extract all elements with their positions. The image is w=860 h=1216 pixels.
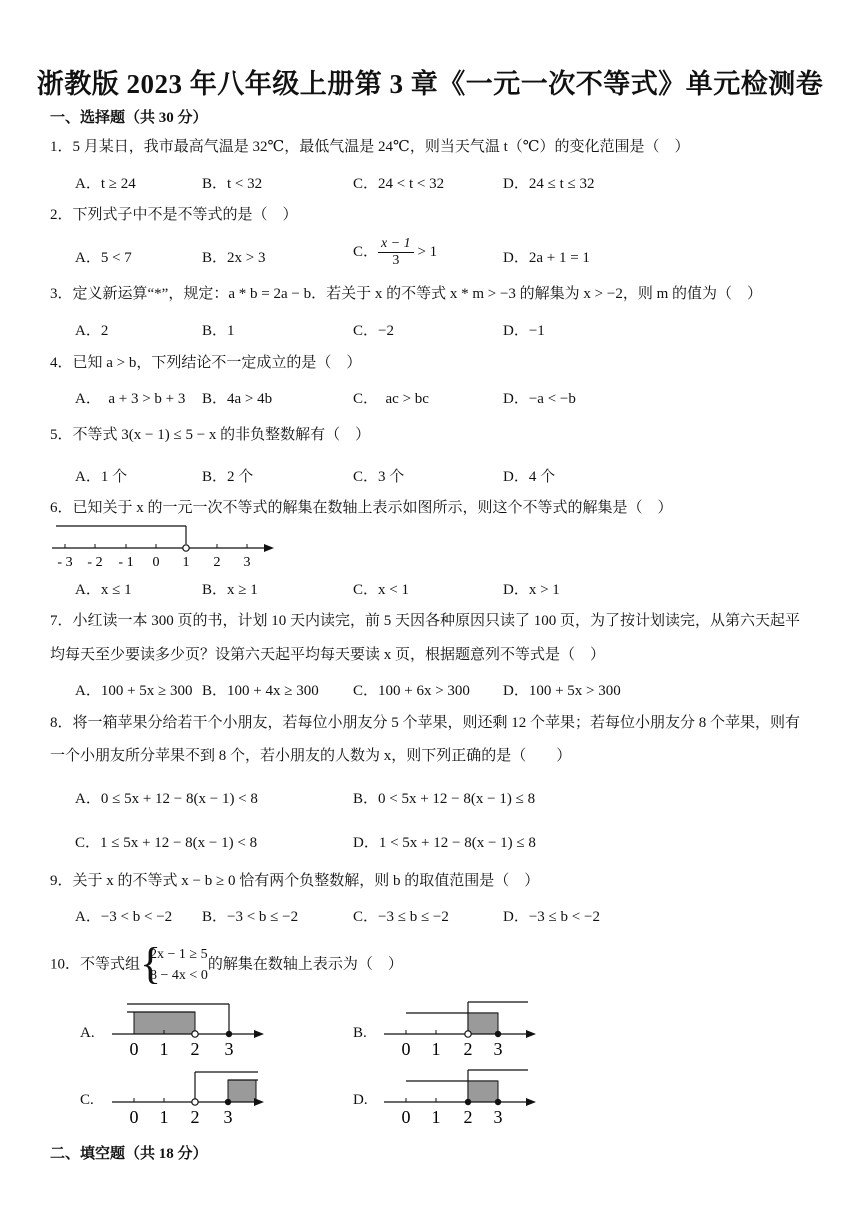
tick-label: - 1 — [118, 555, 134, 570]
q5-option-d[interactable]: D．4 个 — [503, 469, 556, 485]
fraction-rest: > 1 — [413, 243, 438, 260]
tick-label: 0 — [129, 1107, 139, 1126]
q10-option-c-number-line[interactable] — [108, 1066, 270, 1126]
brace-glyph: { — [140, 939, 162, 988]
question-number: 10． — [50, 956, 81, 973]
tick-label: 2 — [463, 1039, 473, 1058]
fraction-numerator: x − 1 — [378, 236, 414, 253]
tick-label: 2 — [190, 1039, 200, 1058]
q5-option-a[interactable]: A．1 个 — [75, 469, 128, 485]
inequality-2: 8 − 4x < 0 — [150, 968, 208, 983]
q2-option-d[interactable]: D．2a + 1 = 1 — [503, 250, 590, 266]
tick-label: - 2 — [87, 555, 103, 570]
open-circle — [192, 1031, 198, 1037]
q1-option-d[interactable]: D．24 ≤ t ≤ 32 — [503, 176, 595, 192]
question-number: 2． — [50, 207, 73, 223]
closed-dot — [495, 1099, 501, 1105]
question-4 — [50, 353, 361, 373]
q7-option-b[interactable]: B．100 + 4x ≥ 300 — [202, 683, 319, 699]
tick-label: 0 — [401, 1039, 411, 1058]
question-text-pre: 不等式组 — [80, 956, 141, 973]
question-7-line-2: 均每天至少要读多少页？设第六天起平均每天要读 x 页，根据题意列不等式是（ ） — [50, 647, 606, 663]
q9-option-d[interactable]: D．−3 ≤ b < −2 — [503, 909, 600, 925]
q4-option-c[interactable]: C． ac > bc — [353, 391, 429, 407]
q10-option-a-label[interactable]: A. — [80, 1025, 95, 1041]
tick-label: 0 — [152, 555, 160, 570]
q7-option-c[interactable]: C．100 + 6x > 300 — [353, 683, 470, 699]
tick-label: 3 — [243, 555, 251, 570]
q4-option-a[interactable]: A． a + 3 > b + 3 — [75, 391, 186, 407]
tick-label: 1 — [431, 1107, 441, 1126]
axis-arrow — [254, 1030, 264, 1038]
question-text: 小红读一本 300 页的书，计划 10 天内读完，前 5 天因各种原因只读了 100 页，为了按计划读完，从第六天起平 — [72, 613, 801, 629]
q6-option-c[interactable]: C．x < 1 — [353, 582, 409, 598]
shaded-region — [228, 1080, 256, 1102]
q10-option-b-label[interactable]: B. — [353, 1025, 367, 1041]
q10-option-a-number-line[interactable] — [108, 998, 270, 1058]
tick-label: 3 — [493, 1039, 503, 1058]
q3-option-c[interactable]: C．−2 — [353, 323, 394, 339]
question-1 — [50, 137, 690, 157]
axis-arrow — [526, 1030, 536, 1038]
q4-option-d[interactable]: D．−a < −b — [503, 391, 576, 407]
question-3 — [50, 284, 762, 304]
question-text: 定义新运算“*”，规定：a * b = 2a − b．若关于 x 的不等式 x * m > −3 的解集为 x > −2，则 m 的值为（ ） — [72, 286, 762, 302]
tick-label: 0 — [401, 1107, 411, 1126]
tick-label: 1 — [431, 1039, 441, 1058]
q8-option-a[interactable]: A．0 ≤ 5x + 12 − 8(x − 1) < 8 — [75, 791, 258, 807]
fraction-denominator: 3 — [392, 253, 400, 268]
open-circle — [183, 545, 189, 551]
q6-number-line — [48, 520, 280, 570]
inequality-1: 2x − 1 ≥ 5 — [150, 947, 208, 962]
closed-dot — [226, 1031, 232, 1037]
tick-label: 1 — [159, 1107, 169, 1126]
q2-option-b[interactable]: B．2x > 3 — [202, 250, 266, 266]
closed-dot — [225, 1099, 231, 1105]
question-text-post: 的解集在数轴上表示为（ ） — [207, 956, 403, 973]
q1-option-c[interactable]: C．24 < t < 32 — [353, 176, 445, 192]
tick-label: 1 — [159, 1039, 169, 1058]
question-2 — [50, 205, 298, 225]
question-10 — [50, 939, 403, 988]
q10-option-d-label[interactable]: D. — [353, 1092, 368, 1108]
q7-option-d[interactable]: D．100 + 5x > 300 — [503, 683, 621, 699]
question-number: 9． — [50, 873, 73, 889]
q7-option-a[interactable]: A．100 + 5x ≥ 300 — [75, 683, 193, 699]
shaded-region — [468, 1081, 498, 1102]
q2-option-c[interactable] — [353, 236, 437, 269]
shaded-region — [468, 1013, 498, 1034]
question-number: 3． — [50, 286, 73, 302]
question-text: 已知 a > b，下列结论不一定成立的是（ ） — [72, 355, 362, 371]
tick-label: 2 — [213, 555, 221, 570]
option-letter: C． — [353, 243, 379, 260]
tick-label: 2 — [463, 1107, 473, 1126]
tick-label: 0 — [129, 1039, 139, 1058]
q9-option-b[interactable]: B．−3 < b ≤ −2 — [202, 909, 299, 925]
question-number: 8． — [50, 715, 73, 731]
closed-dot — [465, 1099, 471, 1105]
question-7 — [50, 611, 800, 631]
question-number: 5． — [50, 427, 73, 443]
tick-label: 3 — [223, 1107, 233, 1126]
question-text: 下列式子中不是不等式的是（ ） — [72, 207, 298, 223]
q3-option-d[interactable]: D．−1 — [503, 323, 545, 339]
q3-option-a[interactable]: A．2 — [75, 323, 109, 339]
q4-option-b[interactable]: B．4a > 4b — [202, 391, 273, 407]
q6-option-d[interactable]: D．x > 1 — [503, 582, 560, 598]
tick-label: 3 — [493, 1107, 503, 1126]
tick-label: 3 — [224, 1039, 234, 1058]
q3-option-b[interactable]: B．1 — [202, 323, 235, 339]
q8-option-d[interactable]: D．1 < 5x + 12 − 8(x − 1) ≤ 8 — [353, 835, 536, 851]
q5-option-b[interactable]: B．2 个 — [202, 469, 254, 485]
q10-option-d-number-line[interactable] — [380, 1066, 542, 1126]
q1-option-b[interactable]: B．t < 32 — [202, 176, 263, 192]
q10-option-c-label[interactable]: C. — [80, 1092, 94, 1108]
tick-label: 2 — [190, 1107, 200, 1126]
axis-arrow — [254, 1098, 264, 1106]
q5-option-c[interactable]: C．3 个 — [353, 469, 405, 485]
inequality-system — [140, 939, 208, 988]
axis-arrow — [264, 544, 274, 552]
question-9 — [50, 871, 539, 891]
question-text: 关于 x 的不等式 x − b ≥ 0 恰有两个负整数解，则 b 的取值范围是（ ） — [72, 873, 540, 889]
question-text: 5 月某日，我市最高气温是 32℃，最低气温是 24℃，则当天气温 t（℃）的变化范围是（ ） — [72, 139, 690, 155]
page-title: 浙教版 2023 年八年级上册第 3 章《一元一次不等式》单元检测卷 — [36, 69, 824, 99]
q6-option-b[interactable]: B．x ≥ 1 — [202, 582, 258, 598]
q8-option-c[interactable]: C．1 ≤ 5x + 12 − 8(x − 1) < 8 — [75, 835, 258, 851]
q8-option-b[interactable]: B．0 < 5x + 12 − 8(x − 1) ≤ 8 — [353, 791, 536, 807]
question-text: 已知关于 x 的一元一次不等式的解集在数轴上表示如图所示，则这个不等式的解集是（ ） — [72, 500, 673, 516]
tick-label: - 3 — [57, 555, 73, 570]
closed-dot — [495, 1031, 501, 1037]
q6-option-a[interactable]: A．x ≤ 1 — [75, 582, 132, 598]
question-8-line-2: 一个小朋友所分苹果不到 8 个，若小朋友的人数为 x，则下列正确的是（ ） — [50, 748, 572, 764]
section-heading-fill: 二、填空题（共 18 分） — [50, 1146, 208, 1162]
question-number: 4． — [50, 355, 73, 371]
axis-arrow — [526, 1098, 536, 1106]
question-5 — [50, 425, 370, 445]
q2-option-a[interactable]: A．5 < 7 — [75, 250, 132, 266]
open-circle — [192, 1099, 198, 1105]
q1-option-a[interactable]: A．t ≥ 24 — [75, 176, 136, 192]
question-text: 将一箱苹果分给若干个小朋友，若每位小朋友分 5 个苹果，则还剩 12 个苹果；若每位小朋友分 8 个苹果，则有 — [72, 715, 801, 731]
question-text: 不等式 3(x − 1) ≤ 5 − x 的非负整数解有（ ） — [72, 427, 371, 443]
open-circle — [465, 1031, 471, 1037]
q10-option-b-number-line[interactable] — [380, 998, 542, 1058]
question-8 — [50, 713, 800, 733]
q9-option-c[interactable]: C．−3 ≤ b ≤ −2 — [353, 909, 449, 925]
fraction — [378, 236, 414, 269]
question-number: 1． — [50, 139, 73, 155]
section-heading-choice: 一、选择题（共 30 分） — [50, 110, 208, 126]
question-number: 7． — [50, 613, 73, 629]
question-6 — [50, 498, 673, 518]
q9-option-a[interactable]: A．−3 < b < −2 — [75, 909, 173, 925]
tick-label: 1 — [182, 555, 190, 570]
question-number: 6． — [50, 500, 73, 516]
